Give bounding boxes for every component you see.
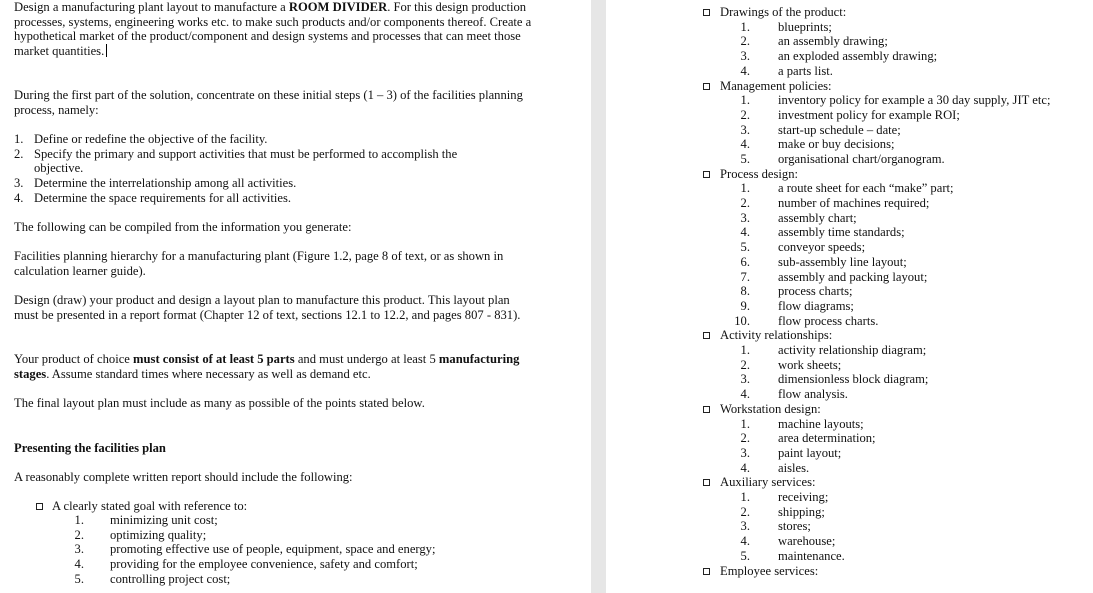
section-title: Management policies:: [720, 78, 832, 93]
list-item-text: sub-assembly line layout;: [778, 254, 907, 269]
list-item-text: dimensionless block diagram;: [778, 372, 929, 387]
list-item: [726, 299, 1086, 314]
list-item: [726, 534, 1086, 549]
list-item-text: flow diagrams;: [778, 298, 854, 313]
list-item: [726, 152, 1086, 167]
list-item-text: inventory policy for example a 30 day supply, JIT etc;: [778, 93, 1051, 108]
list-item: [726, 505, 1086, 520]
design-paragraph: Design (draw) your product and design a layout plan to manufacture this product. This layout plan must be presented in a report format (Chapter 12 of text, sections 12.1 to 12.2, and pages 807 - 831).: [14, 293, 521, 322]
list-item: [726, 240, 1086, 255]
section-list: [726, 417, 1086, 476]
list-item-number: 2.: [14, 146, 24, 161]
section-list: [726, 93, 1086, 166]
list-item: [726, 314, 1086, 329]
list-item-number: 9.: [740, 298, 750, 313]
list-item-text: minimizing unit cost;: [110, 513, 218, 527]
steps-list: [14, 132, 554, 205]
intro-paragraph: Design a manufacturing plant layout to manufacture a ROOM DIVIDER. For this design production processes, systems, engineering works etc. to make such products and/or components thereof. Create a hypothetical market of the product/component and design systems and processes that can meet those market quantities.: [14, 0, 532, 59]
list-item-text: activity relationship diagram;: [778, 343, 927, 358]
list-item-number: 5.: [74, 571, 84, 586]
list-item-number: 1.: [740, 19, 750, 34]
list-item: [726, 211, 1086, 226]
list-item-number: 2.: [740, 107, 750, 122]
checkbox-bullet-icon: [703, 332, 710, 339]
list-item-number: 1.: [740, 181, 750, 196]
list-item-number: 3.: [14, 176, 24, 191]
list-item: [60, 528, 500, 543]
list-item-text: controlling project cost;: [110, 571, 231, 586]
list-item-text: make or buy decisions;: [778, 137, 895, 152]
section-title: Auxiliary services:: [720, 475, 816, 490]
list-item-number: 2.: [740, 196, 750, 211]
list-item-number: 1.: [740, 416, 750, 431]
section-title: Workstation design:: [720, 401, 821, 416]
list-item: [726, 343, 1086, 358]
checkbox-bullet-icon: [703, 9, 710, 16]
list-item-number: 10.: [734, 313, 750, 328]
list-item: [726, 108, 1086, 123]
list-item: [726, 181, 1086, 196]
list-item-text: flow process charts.: [778, 313, 879, 328]
during-paragraph: During the first part of the solution, concentrate on these initial steps (1 – 3) of the facilities planning process, namely:: [14, 88, 523, 117]
list-item-text: providing for the employee convenience, safety and comfort;: [110, 557, 418, 572]
list-item-text: blueprints;: [778, 19, 832, 34]
list-item: [726, 446, 1086, 461]
list-item: [726, 387, 1086, 402]
list-item-number: 1.: [14, 132, 24, 146]
list-item-number: 4.: [74, 557, 84, 572]
list-item: [726, 461, 1086, 476]
list-item: [60, 513, 500, 528]
list-item-text: Define or redefine the objective of the facility.: [34, 132, 268, 146]
list-item-text: optimizing quality;: [110, 527, 207, 542]
list-item: [726, 270, 1086, 285]
list-item-number: 1.: [740, 93, 750, 108]
list-item-number: 4.: [740, 225, 750, 240]
list-item: [726, 137, 1086, 152]
list-item-text: conveyor speeds;: [778, 240, 866, 255]
product-paragraph: Your product of choice must consist of at least 5 parts and must undergo at least 5 manufacturing stages. Assume standard times where necessary as well as demand etc.: [14, 352, 520, 381]
list-item-number: 2.: [740, 357, 750, 372]
list-item: [726, 49, 1086, 64]
document-page-right: [606, 0, 1093, 593]
list-item: [726, 372, 1086, 387]
list-item-number: 8.: [740, 284, 750, 299]
list-item-number: 2.: [740, 431, 750, 446]
list-item-text: warehouse;: [778, 534, 836, 549]
checkbox-bullet-icon: [703, 83, 710, 90]
list-item-number: 3.: [740, 372, 750, 387]
list-item: [726, 519, 1086, 534]
section-list: [726, 343, 1086, 402]
list-item-text: shipping;: [778, 504, 825, 519]
list-item-text: assembly time standards;: [778, 225, 905, 240]
section-list: [726, 181, 1086, 328]
list-item: [726, 284, 1086, 299]
hierarchy-paragraph: Facilities planning hierarchy for a manufacturing plant (Figure 1.2, page 8 of text, or as shown in calculation learner guide).: [14, 249, 504, 278]
section-heading: Presenting the facilities plan: [14, 441, 166, 455]
list-item-number: 3.: [740, 122, 750, 137]
list-item-text: objective.: [34, 161, 84, 176]
checkbox-bullet-icon: [703, 479, 710, 486]
list-item: [726, 20, 1086, 35]
list-item-number: 4.: [740, 460, 750, 475]
list-item-number: 1.: [74, 513, 84, 527]
list-item: [60, 572, 500, 587]
list-item: [14, 191, 554, 206]
list-item-text: assembly chart;: [778, 210, 857, 225]
list-item-text: area determination;: [778, 431, 876, 446]
list-item-text: a parts list.: [778, 63, 833, 78]
list-item: [726, 64, 1086, 79]
list-item-text: a route sheet for each “make” part;: [778, 181, 954, 196]
list-item-number: 4.: [740, 534, 750, 549]
list-item-number: 1.: [740, 490, 750, 505]
list-item-number: 3.: [740, 210, 750, 225]
list-item-text: promoting effective use of people, equipment, space and energy;: [110, 542, 436, 557]
list-item: [726, 123, 1086, 138]
text-cursor: [106, 44, 107, 57]
list-item-number: 4.: [740, 63, 750, 78]
list-item-text: maintenance.: [778, 548, 845, 563]
list-item-number: 5.: [740, 151, 750, 166]
list-item-text: stores;: [778, 519, 811, 534]
list-item: [14, 176, 554, 191]
list-item-text: receiving;: [778, 490, 829, 505]
list-item: [60, 542, 500, 557]
list-item-number: 2.: [740, 504, 750, 519]
list-item-text: Determine the space requirements for all activities.: [34, 190, 292, 205]
list-item-number: 6.: [740, 254, 750, 269]
list-item-number: 5.: [740, 548, 750, 563]
list-item-text: investment policy for example ROI;: [778, 107, 960, 122]
section-title: Drawings of the product:: [720, 5, 847, 19]
list-item-number: 5.: [740, 240, 750, 255]
list-item: [726, 93, 1086, 108]
section-list: [726, 490, 1086, 563]
goal-list: [60, 513, 500, 586]
list-item-number: 3.: [740, 445, 750, 460]
list-item-number: 4.: [14, 190, 24, 205]
list-item-number: 3.: [740, 49, 750, 64]
list-item-text: Determine the interrelationship among all activities.: [34, 176, 297, 191]
list-item: [726, 490, 1086, 505]
list-item-number: 1.: [740, 343, 750, 358]
list-item-number: 3.: [740, 519, 750, 534]
list-item-number: 2.: [740, 34, 750, 49]
list-item: [726, 417, 1086, 432]
final-paragraph: The final layout plan must include as many as possible of the points stated below.: [14, 396, 425, 410]
section-list: [726, 20, 1086, 79]
list-item: [726, 255, 1086, 270]
list-item: [726, 549, 1086, 564]
list-item-number: 2.: [74, 527, 84, 542]
list-item: [14, 132, 554, 147]
section-title: Process design:: [720, 166, 799, 181]
list-item-text: process charts;: [778, 284, 853, 299]
list-item-text: start-up schedule – date;: [778, 122, 901, 137]
section-title: Employee services:: [720, 563, 819, 578]
checkbox-bullet-icon: [36, 503, 43, 510]
list-item-text: aisles.: [778, 460, 810, 475]
list-item: [726, 358, 1086, 373]
list-item: [14, 161, 554, 176]
list-item: [14, 147, 554, 162]
list-item: [726, 225, 1086, 240]
list-item-text: organisational chart/organogram.: [778, 151, 945, 166]
list-item: [726, 34, 1086, 49]
list-item-number: 7.: [740, 269, 750, 284]
list-item-text: paint layout;: [778, 445, 842, 460]
checkbox-bullet-icon: [703, 568, 710, 575]
list-item: [726, 431, 1086, 446]
list-item-number: 4.: [740, 387, 750, 402]
report-paragraph: A reasonably complete written report should include the following:: [14, 470, 353, 484]
list-item: [60, 557, 500, 572]
list-item-text: number of machines required;: [778, 196, 930, 211]
list-item-text: Specify the primary and support activities that must be performed to accomplish the: [34, 146, 458, 161]
list-item-text: work sheets;: [778, 357, 842, 372]
list-item-number: 3.: [74, 542, 84, 557]
list-item: [726, 196, 1086, 211]
goal-heading: A clearly stated goal with reference to:: [52, 499, 248, 513]
checkbox-bullet-icon: [703, 406, 710, 413]
following-paragraph: The following can be compiled from the information you generate:: [14, 220, 352, 234]
list-item-text: machine layouts;: [778, 416, 864, 431]
section-title: Activity relationships:: [720, 328, 833, 343]
list-item-text: assembly and packing layout;: [778, 269, 928, 284]
list-item-text: an assembly drawing;: [778, 34, 888, 49]
list-item-number: 4.: [740, 137, 750, 152]
checkbox-bullet-icon: [703, 171, 710, 178]
list-item-text: flow analysis.: [778, 387, 848, 402]
list-item-text: an exploded assembly drawing;: [778, 49, 938, 64]
